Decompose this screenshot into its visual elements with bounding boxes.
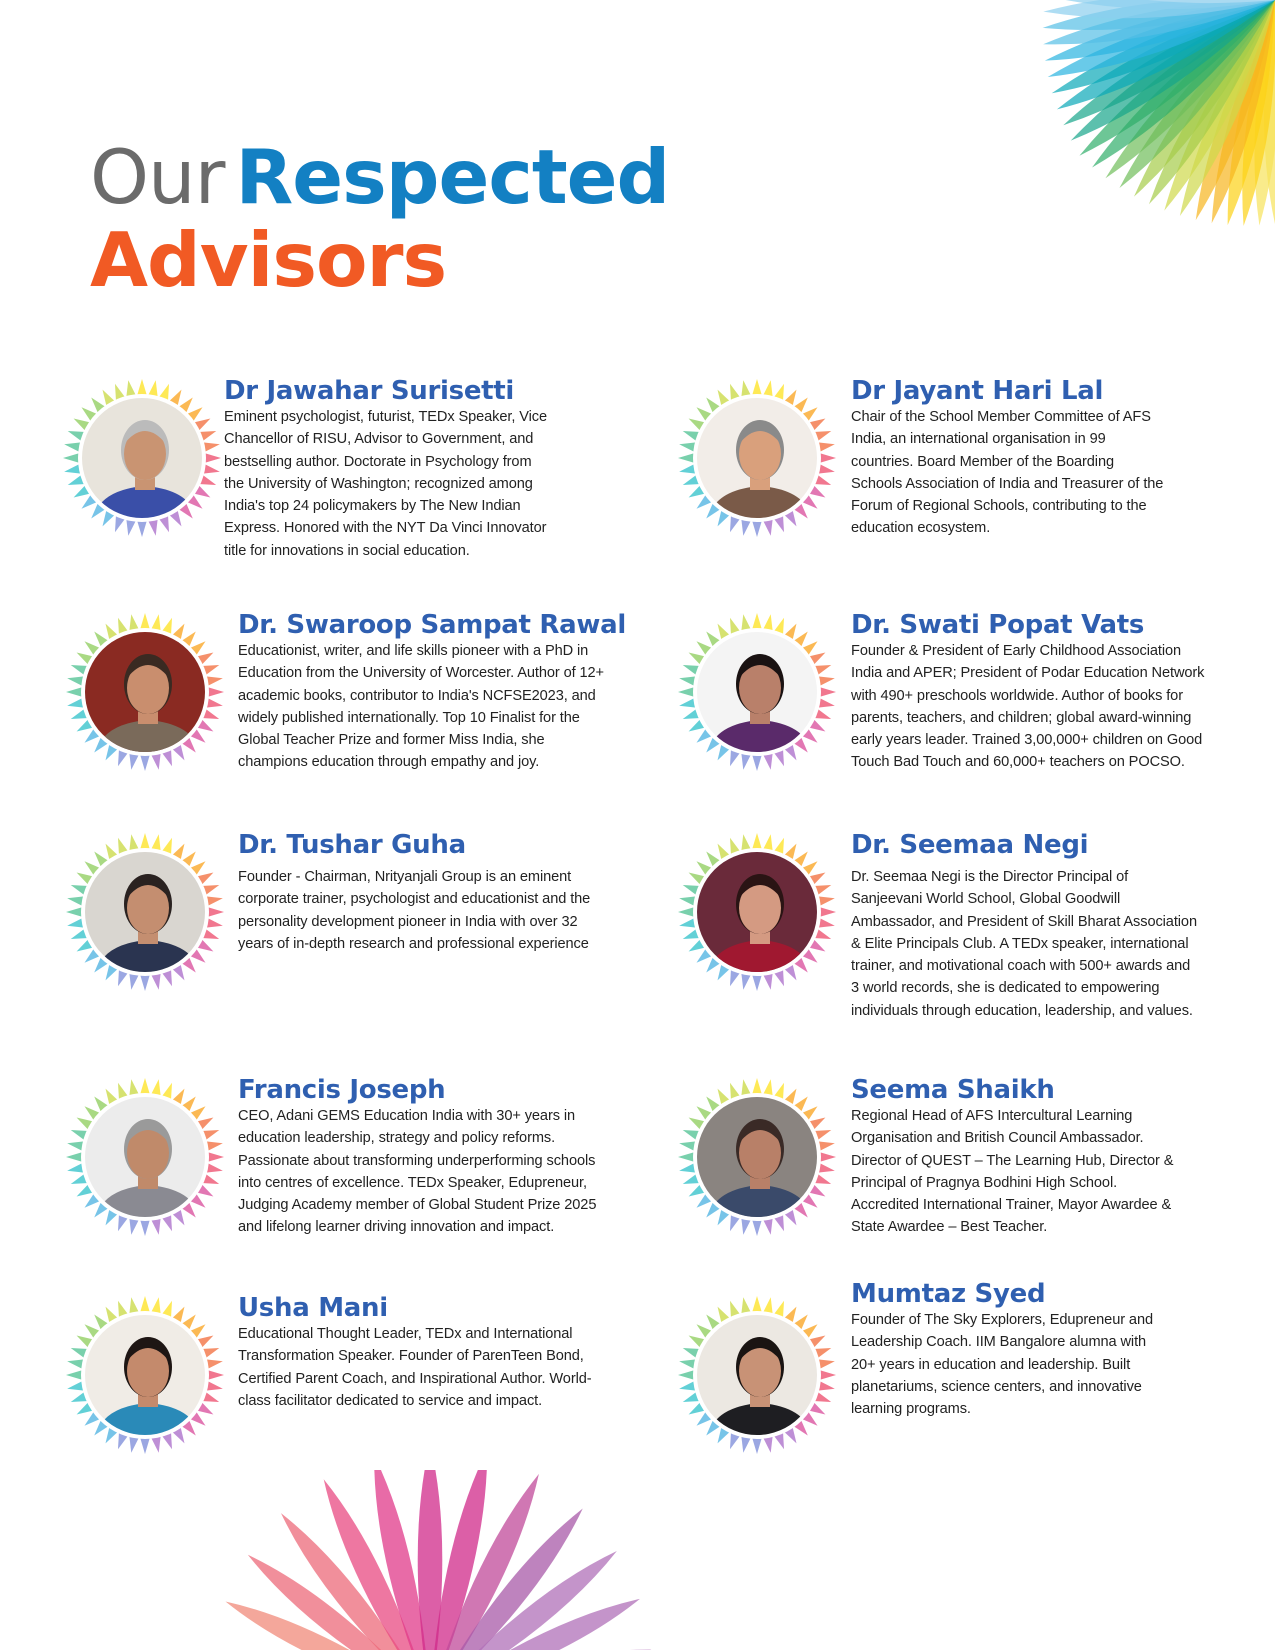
advisor-name: Dr. Swati Popat Vats [851, 610, 1145, 640]
advisor-name: Dr Jayant Hari Lal [851, 376, 1104, 406]
advisor-bio: Educational Thought Leader, TEDx and International Transformation Speaker. Founder of ParenTeen Bond, Certified Parent Coach, and Inspirational Author. World-class facilitator dedicated to service and impact. [238, 1326, 592, 1409]
advisor-name: Dr. Swaroop Sampat Rawal [238, 610, 626, 640]
advisor-card [65, 612, 675, 812]
avatar [82, 629, 208, 755]
advisor-name: Dr. Seemaa Negi [851, 830, 1089, 860]
portrait-frame [677, 1077, 837, 1237]
avatar [694, 849, 820, 975]
advisor-card [65, 832, 675, 1032]
avatar [82, 1094, 208, 1220]
avatar [694, 395, 820, 521]
advisor-card [677, 1077, 1275, 1277]
advisor-bio: Founder - Chairman, Nrityanjali Group is an eminent corporate trainer, psychologist and educationist and the personality development pioneer in India with over 32 years of in-depth research and professional experience [238, 869, 591, 952]
advisor-bio: CEO, Adani GEMS Education India with 30+ years in education leadership, strategy and policy reforms. Passionate about transforming underperforming schools into centres of excellence. TEDx Speaker, Edupreneur, Judging Academy member of Global Student Prize 2025 and lifelong learner driving innovation and impact. [238, 1108, 597, 1236]
advisor-card [677, 378, 1275, 578]
advisor-name: Usha Mani [238, 1293, 388, 1323]
avatar [694, 1312, 820, 1438]
advisor-bio: Dr. Seemaa Negi is the Director Principal of Sanjeevani World School, Global Goodwill Ambassador, and President of Skill Bharat Association & Elite Principals Club. A TEDx speaker, international trainer, and motivational coach with 500+ awards and 3 world records, she is dedicated to empowering individuals through education, leadership, and values. [851, 869, 1197, 1019]
portrait-frame [65, 612, 225, 772]
advisor-card [62, 378, 672, 578]
advisor-card [65, 1077, 675, 1277]
avatar [694, 629, 820, 755]
portrait-frame [65, 832, 225, 992]
portrait-frame [65, 1077, 225, 1237]
advisor-card [65, 1295, 675, 1495]
portrait-frame [677, 832, 837, 992]
advisor-bio: Founder of The Sky Explorers, Edupreneur and Leadership Coach. IIM Bangalore alumna with 20+ years in education and leadership. Built planetariums, science centers, and innovative learning programs. [851, 1312, 1153, 1418]
advisor-name: Dr Jawahar Surisetti [224, 376, 515, 406]
advisor-bio: Regional Head of AFS Intercultural Learning Organisation and British Council Ambassador. Director of QUEST – The Learning Hub, Director & Principal of Pragnya Bodhini High School. Accredited International Trainer, Mayor Awardee & State Awardee – Best Teacher. [851, 1108, 1174, 1236]
avatar [82, 849, 208, 975]
title-advisors: Advisors [90, 216, 447, 304]
portrait-frame [677, 378, 837, 538]
advisor-card [677, 612, 1275, 812]
advisor-bio: Eminent psychologist, futurist, TEDx Speaker, Vice Chancellor of RISU, Advisor to Government, and bestselling author. Doctorate in Psychology from the University of Washington; recognized among India's top 24 policymakers by The New Indian Express. Honored with the NYT Da Vinci Innovator title for innovations in social education. [224, 409, 547, 559]
portrait-frame [677, 612, 837, 772]
title-light: Our [90, 133, 225, 221]
portrait-frame [65, 1295, 225, 1455]
advisor-name: Dr. Tushar Guha [238, 830, 466, 860]
advisor-bio: Founder & President of Early Childhood Association India and APER; President of Podar Education Network with 490+ preschools worldwide. Author of books for parents, teachers, and children; global award-winning early years leader. Trained 3,00,000+ children on Good Touch Bad Touch and 60,000+ teachers on POCSO. [851, 643, 1205, 771]
avatar [79, 395, 205, 521]
portrait-frame [677, 1295, 837, 1455]
avatar [82, 1312, 208, 1438]
advisor-bio: Educationist, writer, and life skills pioneer with a PhD in Education from the University of Worcester. Author of 12+ academic books, contributor to India's NCFSE2023, and widely published internationally. Top 10 Finalist for the Global Teacher Prize and former Miss India, she champions education through empathy and joy. [238, 643, 604, 771]
advisor-card [677, 832, 1275, 1032]
advisor-card [677, 1279, 1275, 1495]
page-title [90, 133, 670, 304]
portrait-frame [62, 378, 222, 538]
advisor-name: Francis Joseph [238, 1075, 446, 1105]
sunburst-decoration [880, 0, 1275, 240]
lotus-decoration [190, 1470, 690, 1650]
avatar [694, 1094, 820, 1220]
advisor-name: Mumtaz Syed [851, 1279, 1046, 1309]
advisor-bio: Chair of the School Member Committee of AFS India, an international organisation in 99 countries. Board Member of the Boarding Schools Association of India and Treasurer of the Forum of Regional Schools, contributing to the education ecosystem. [851, 409, 1164, 537]
advisor-name: Seema Shaikh [851, 1075, 1055, 1105]
title-bold: Respected [235, 133, 670, 221]
